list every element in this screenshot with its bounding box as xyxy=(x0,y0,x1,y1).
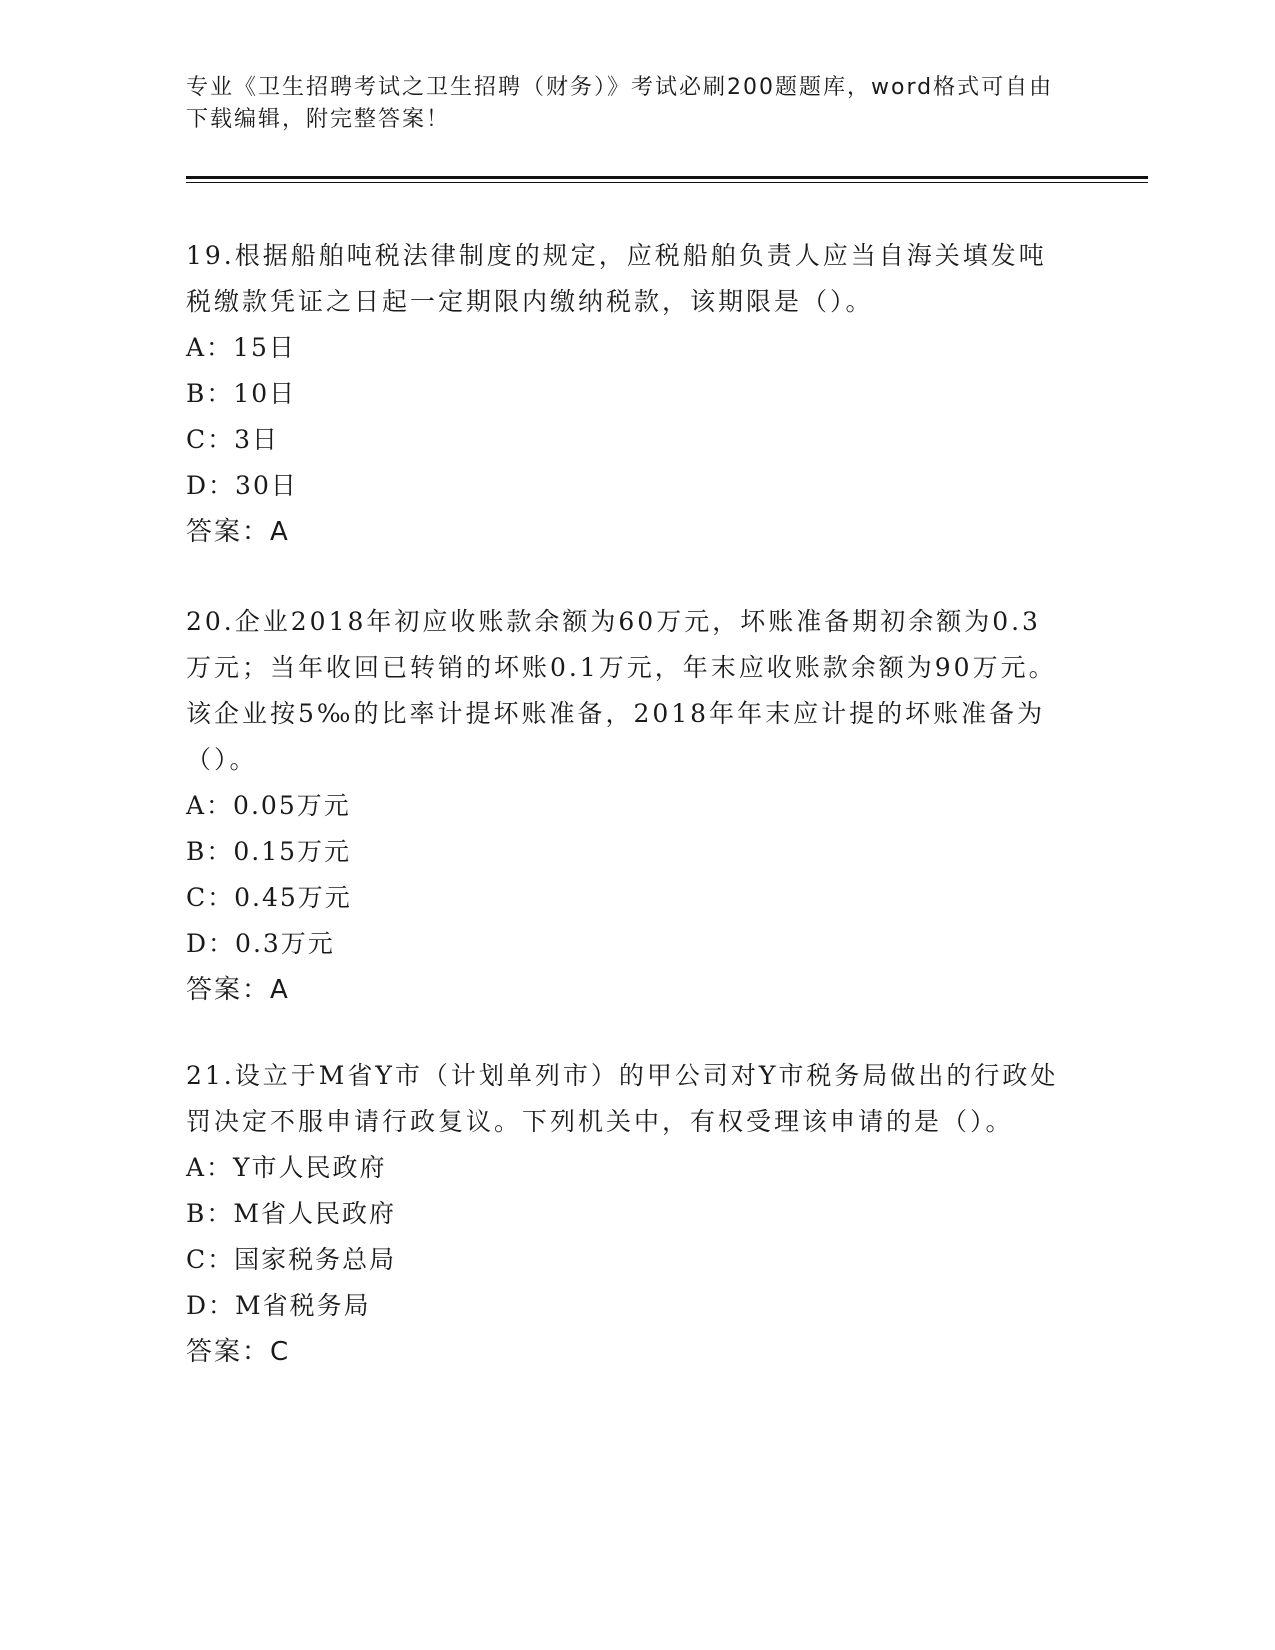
option-d: D：30日 xyxy=(186,471,298,500)
document-header: 专业《卫生招聘考试之卫生招聘（财务）》考试必刷200题题库，word格式可自由下载编辑，附完整答案！ xyxy=(186,75,1054,132)
answer-label: 答案：A xyxy=(186,975,290,1005)
question-stem: 21.设立于M省Y市（计划单列市）的甲公司对Y市税务局做出的行政处罚决定不服申请行政复议。下列机关中，有权受理该申请的是（）。 xyxy=(186,1061,1059,1136)
option-b: B：10日 xyxy=(186,379,297,408)
option-c: C：0.45万元 xyxy=(186,883,352,912)
option-a: A：Y市人民政府 xyxy=(186,1153,387,1182)
option-c: C：3日 xyxy=(186,425,280,454)
answer-label: 答案：C xyxy=(186,1337,291,1367)
header-divider-thick xyxy=(186,176,1148,179)
question-19 xyxy=(186,233,1066,555)
option-b: B：M省人民政府 xyxy=(186,1199,396,1228)
option-a: A：0.05万元 xyxy=(186,791,351,820)
question-stem: 19.根据船舶吨税法律制度的规定，应税船舶负责人应当自海关填发吨税缴款凭证之日起一定期限内缴纳税款，该期限是（）。 xyxy=(186,241,1047,316)
option-d: D：0.3万元 xyxy=(186,929,335,958)
option-d: D：M省税务局 xyxy=(186,1291,371,1320)
answer-label: 答案：A xyxy=(186,517,290,547)
option-a: A：15日 xyxy=(186,333,296,362)
question-21 xyxy=(186,1053,1066,1375)
option-b: B：0.15万元 xyxy=(186,837,352,866)
option-c: C：国家税务总局 xyxy=(186,1245,397,1274)
header-divider-thin xyxy=(186,182,1148,183)
question-20 xyxy=(186,599,1066,1013)
question-stem: 20.企业2018年初应收账款余额为60万元，坏账准备期初余额为0.3万元；当年收回已转销的坏账0.1万元，年末应收账款余额为90万元。该企业按5‰的比率计提坏账准备，2018年年末应计提的坏账准备为（）。 xyxy=(186,607,1057,774)
